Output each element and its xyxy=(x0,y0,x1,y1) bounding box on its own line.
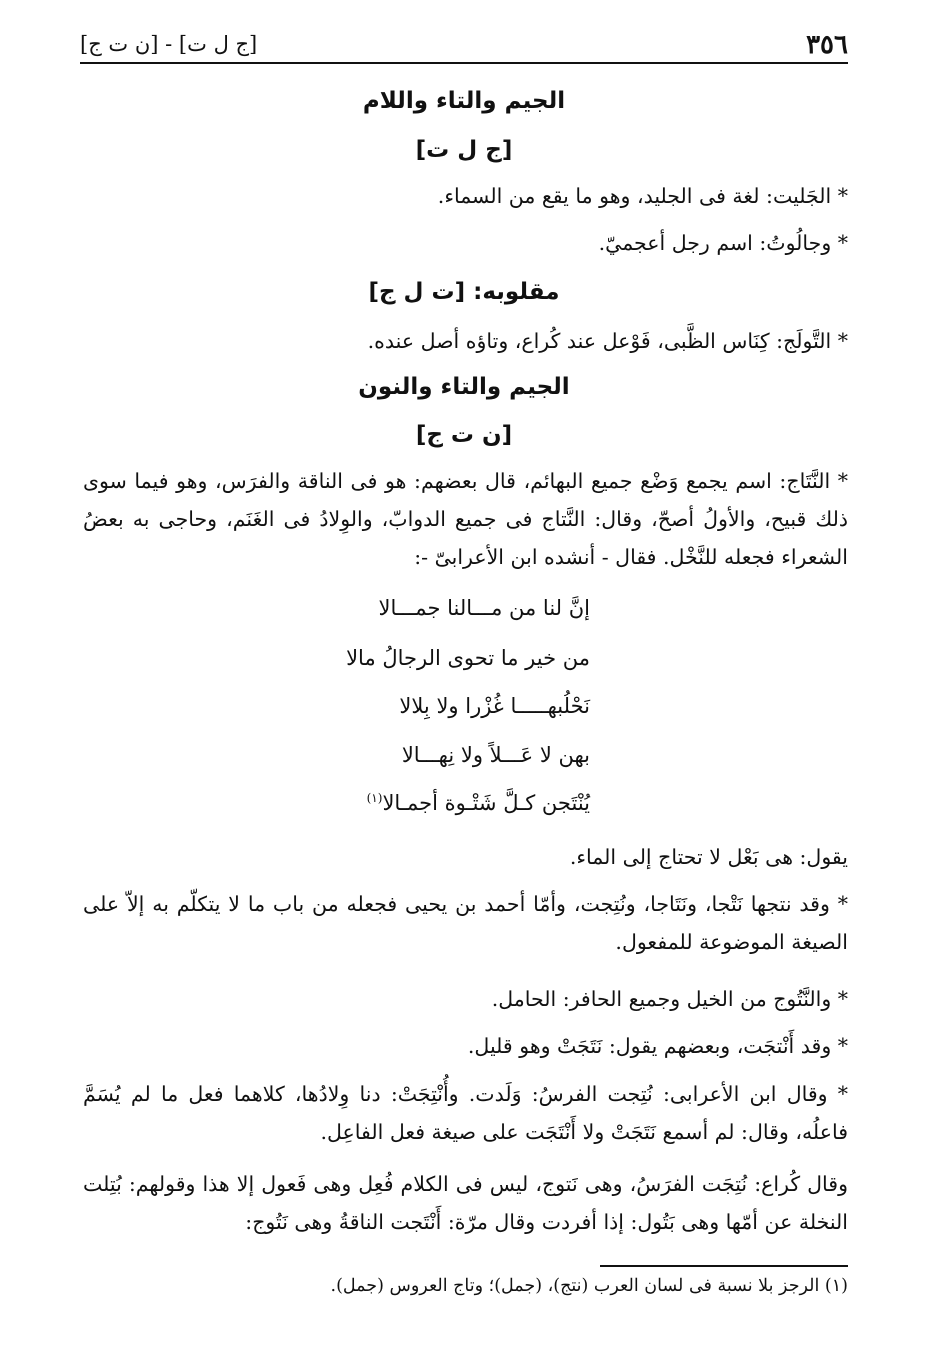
footnote-rule xyxy=(600,1265,848,1267)
poem-line-1: إنَّ لنا من مـــالنا جمـــالا xyxy=(378,596,590,620)
footnote-ref: (١) xyxy=(366,791,383,805)
poem-line-5 xyxy=(367,791,590,815)
entry-natuj: * والنَّتُوج من الخيل وجميع الحافر: الحامل. xyxy=(491,987,848,1011)
root-heading-n-t-j: [ن ت ج] xyxy=(415,422,513,448)
poem-line-5-text: يُنْتَجن كـلَّ شَتْـوة أجمـالا xyxy=(382,791,590,815)
entry-kura: وقال كُراع: نُتِجَت الفرَسُ، وهى نَتوج، ليس فى الكلام فُعِل وهى فَعول إلا هذا وقولهم: بُتِلت النخلة عن أمّها وهى بَتُول: إذا أفردت وقال مرّة: أَنْتَجت الناقةُ وهى نَتُوج: xyxy=(83,1172,848,1234)
section-title-jim-ta-nun: الجيم والتاء والنون xyxy=(358,374,570,400)
entry-antajat: * وقد أَنْتجَت، وبعضهم يقول: نَتَجَتْ وهو قليل. xyxy=(467,1034,848,1058)
footnote: (١) الرجز بلا نسبة فى لسان العرب (نتج)، (جمل)؛ وتاج العروس (جمل). xyxy=(330,1276,848,1296)
after-poem-yaqul: يقول: هى بَعْل لا تحتاج إلى الماء. xyxy=(569,845,848,869)
header-rule xyxy=(80,62,848,64)
poem-line-2: من خير ما تحوى الرجالُ مالا xyxy=(346,646,590,670)
entry-natajaha: * وقد نتجها نَتْجا، ونَتَاجا، ونُتِجت، وأمّا أحمد بن يحيى فجعله من باب ما لا يتكلّم به إلاّ على الصيغة الموضوعة للمفعول. xyxy=(83,892,848,954)
poem-line-4: بهن لا عَـــلاً ولا نِهـــالا xyxy=(401,743,590,767)
maqlub-heading-t-l-j: مقلوبه: [ت ل ج] xyxy=(368,279,560,305)
poem-line-3: نَحْلُبهـــــا غُزْرا ولا بِلالا xyxy=(399,694,590,718)
page-number: ٣٥٦ xyxy=(806,30,848,60)
entry-ibn-alarabi: * وقال ابن الأعرابى: نُتِجت الفرسُ: وَلَدت. وأُنْتِجَتْ: دنا وِلادُها، كلاهما فعل ما لم يُسَمَّ فاعلُه، وقال: لم أسمع نَتَجَتْ ولا أَنْتَجَت على صيغة فعل الفاعِل. xyxy=(83,1082,848,1144)
page-header xyxy=(80,28,848,64)
running-head: [ج ل ت] - [ن ت ج] xyxy=(80,32,258,56)
entry-jalit: * الجَليت: لغة فى الجليد، وهو ما يقع من السماء. xyxy=(437,184,848,208)
entry-jalut: * وجالُوتُ: اسم رجل أعجميّ. xyxy=(598,231,848,255)
entry-tawlaj: * التَّولَج: كِنَاس الظَّبى، فَوْعل عند كُراع، وتاؤه أصل عنده. xyxy=(367,329,848,353)
entry-nitaj: * النَّتَاج: اسم يجمع وَضْع جميع البهائم، قال بعضهم: هو فى الناقة والفرَس، وهو فيما سوى ذلك قبيح، والأولُ أصحّ، وقال: النَّتاج فى جميع الدوابّ، والوِلادُ فى الغَنَم، وحاجى به بعضُ الشعراء فجعله للنَّخْل. فقال - أنشده ابن الأعرابىّ -: xyxy=(83,469,848,569)
section-title-jim-ta-lam: الجيم والتاء واللام xyxy=(362,88,566,114)
root-heading-j-l-t: [ج ل ت] xyxy=(415,137,513,163)
